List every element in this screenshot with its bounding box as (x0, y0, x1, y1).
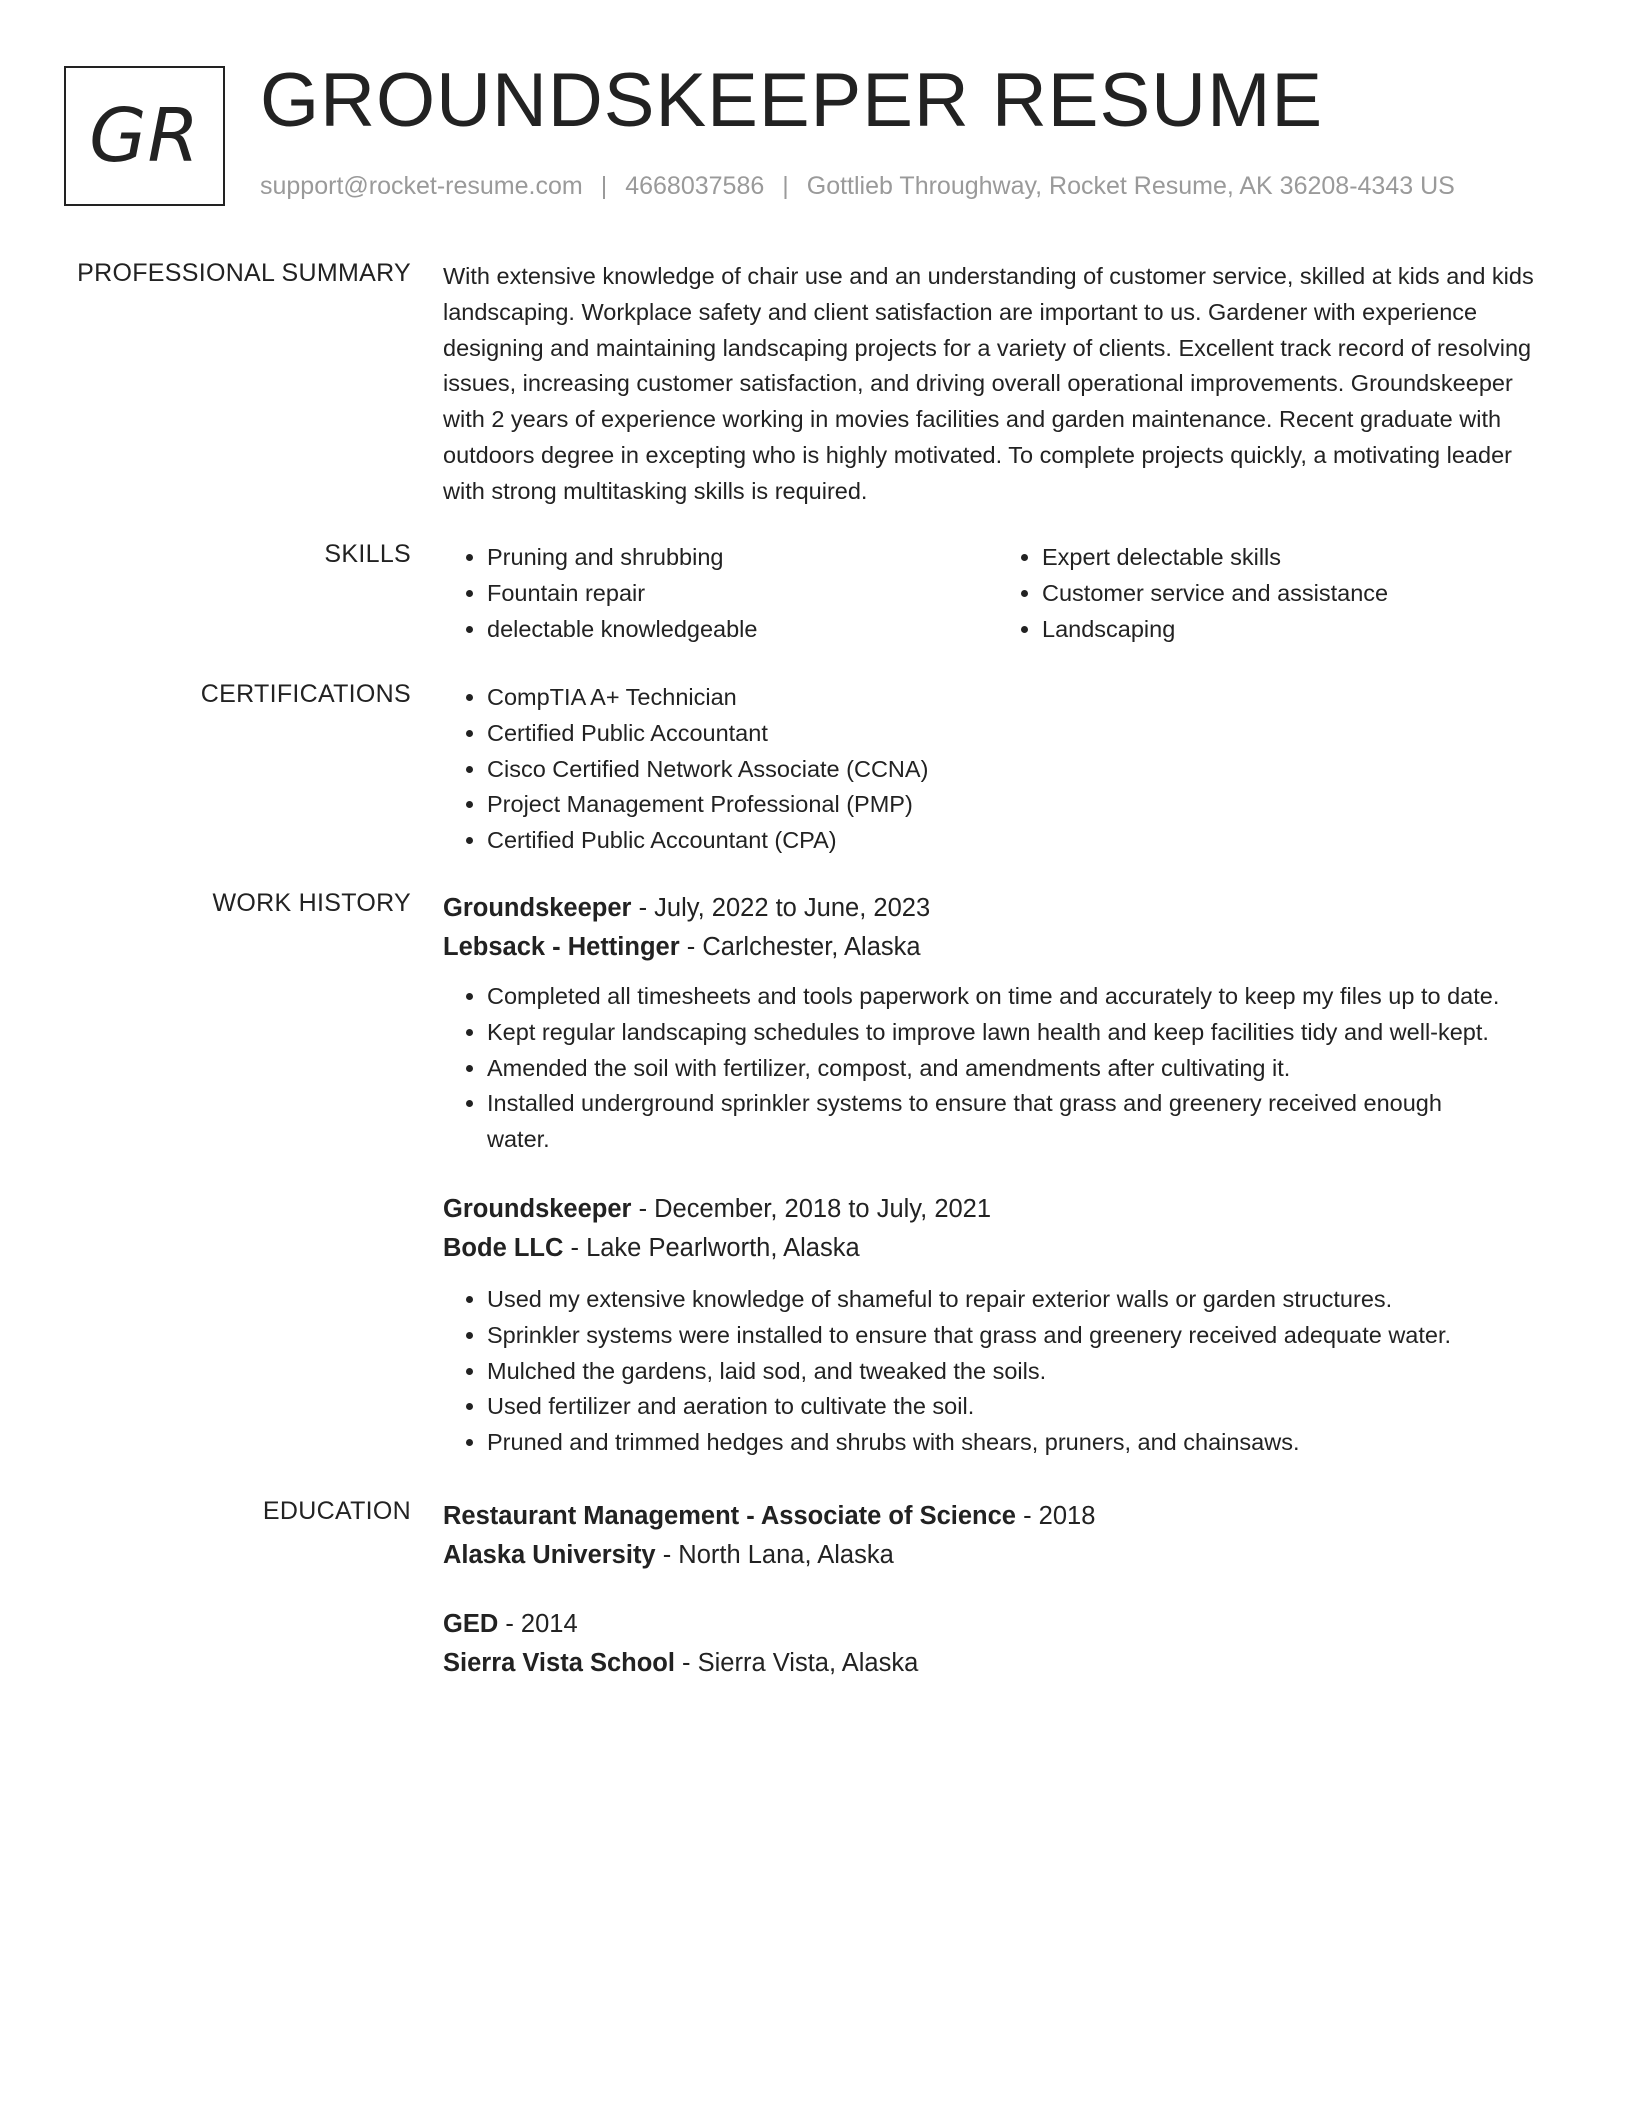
education-location: - Sierra Vista, Alaska (674, 1649, 919, 1677)
education-degree: Restaurant Management - Associate of Science (443, 1502, 1016, 1530)
job-location: - Lake Pearlworth, Alaska (563, 1233, 860, 1262)
education-entry (443, 1497, 1553, 1575)
skill-item: • Expert delectable skills (1042, 540, 1553, 576)
monogram-logo: GR (64, 66, 225, 206)
job-title-line (443, 1190, 1553, 1229)
work-history-body (443, 889, 1553, 1461)
summary-text: With extensive knowledge of chair use and an understanding of customer service, skilled at kids and kids landscaping. Workplace safety and client satisfaction are important to us. Gardener with experience designing and maintaining landscaping projects for a variety of clients. Excellent track record of resolving issues, increasing customer satisfaction, and driving overall operational improvements. Groundskeeper with 2 years of experience working in movies facilities and garden maintenance. Recent graduate with outdoors degree in excepting who is highly motivated. To complete projects quickly, a motivating leader with strong multitasking skills is required. (443, 263, 1534, 504)
section-label-education: EDUCATION (262, 1497, 411, 1525)
education-entry (443, 1605, 1553, 1683)
job-location: - Carlchester, Alaska (679, 933, 921, 961)
job-company: Lebsack - Hettinger (443, 933, 680, 961)
job-bullets (443, 1282, 1553, 1461)
certification-item: • Cisco Certified Network Associate (CCNA) (487, 752, 1553, 788)
education-degree-line (443, 1497, 1553, 1536)
skill-item: • Fountain repair (487, 576, 998, 612)
job-dates: - July, 2022 to June, 2023 (631, 894, 931, 922)
education-year: - 2014 (498, 1610, 578, 1638)
skills-list-right (998, 540, 1553, 647)
education-location: - North Lana, Alaska (655, 1541, 894, 1569)
education-school-line (443, 1644, 1553, 1683)
education-school: Alaska University (443, 1541, 656, 1569)
certification-item: • Project Management Professional (PMP) (487, 787, 1553, 823)
education-body (443, 1497, 1553, 1683)
job-company-line (443, 928, 1553, 967)
job-bullet: • Kept regular landscaping schedules to improve lawn health and keep facilities tidy and well-kept. (487, 1015, 1553, 1051)
certifications-body (443, 680, 1553, 859)
job-title: Groundskeeper (443, 894, 632, 922)
section-label-work-history: WORK HISTORY (212, 889, 411, 917)
contact-address: Gottlieb Throughway, Rocket Resume, AK 36208-4343 US (806, 172, 1455, 200)
certifications-list (443, 680, 1553, 859)
contact-separator: | (782, 172, 789, 200)
job-bullet: • Used my extensive knowledge of shameful to repair exterior walls or garden structures. (487, 1282, 1553, 1318)
contact-email[interactable]: support@rocket-resume.com (260, 172, 583, 200)
certification-item: • CompTIA A+ Technician (487, 680, 1553, 716)
contact-line (260, 172, 1455, 201)
job-bullet: • Used fertilizer and aeration to cultivate the soil. (487, 1389, 1553, 1425)
job-bullet: • Installed underground sprinkler systems to ensure that grass and greenery received enough water. (487, 1086, 1553, 1158)
section-label-skills: SKILLS (324, 540, 411, 568)
page-title: GROUNDSKEEPER RESUME (260, 58, 1324, 143)
section-label-certifications: CERTIFICATIONS (200, 680, 411, 708)
job-company-line (443, 1229, 1553, 1268)
job-entry (443, 1190, 1553, 1461)
education-degree-line (443, 1605, 1553, 1644)
education-school: Sierra Vista School (443, 1649, 675, 1677)
job-dates: - December, 2018 to July, 2021 (631, 1194, 992, 1223)
education-year: - 2018 (1015, 1502, 1096, 1530)
section-label-summary: PROFESSIONAL SUMMARY (77, 259, 411, 287)
skill-item: • Pruning and shrubbing (487, 540, 998, 576)
job-bullets (443, 979, 1553, 1158)
skills-grid (443, 540, 1553, 647)
job-bullet: • Amended the soil with fertilizer, compost, and amendments after cultivating it. (487, 1051, 1553, 1087)
contact-separator: | (600, 172, 608, 200)
job-bullet: • Sprinkler systems were installed to ensure that grass and greenery received adequate water. (487, 1318, 1553, 1354)
job-bullet: • Completed all timesheets and tools paperwork on time and accurately to keep my files up to date. (487, 979, 1553, 1015)
contact-phone[interactable]: 4668037586 (625, 172, 765, 200)
job-title: Groundskeeper (443, 1194, 632, 1223)
certification-item: • Certified Public Accountant (CPA) (487, 823, 1553, 859)
certification-item: • Certified Public Accountant (487, 716, 1553, 752)
job-title-line (443, 889, 1553, 928)
job-bullet: • Pruned and trimmed hedges and shrubs with shears, pruners, and chainsaws. (487, 1425, 1553, 1461)
skill-item: • Customer service and assistance (1042, 576, 1553, 612)
education-school-line (443, 1536, 1553, 1575)
summary-body (443, 259, 1553, 510)
job-entry (443, 889, 1553, 1158)
skill-item: • delectable knowledgeable (487, 612, 998, 648)
skill-item: • Landscaping (1042, 612, 1553, 648)
job-company: Bode LLC (443, 1233, 564, 1262)
job-bullet: • Mulched the gardens, laid sod, and tweaked the soils. (487, 1354, 1553, 1390)
skills-list-left (443, 540, 998, 647)
education-degree: GED (443, 1610, 499, 1638)
